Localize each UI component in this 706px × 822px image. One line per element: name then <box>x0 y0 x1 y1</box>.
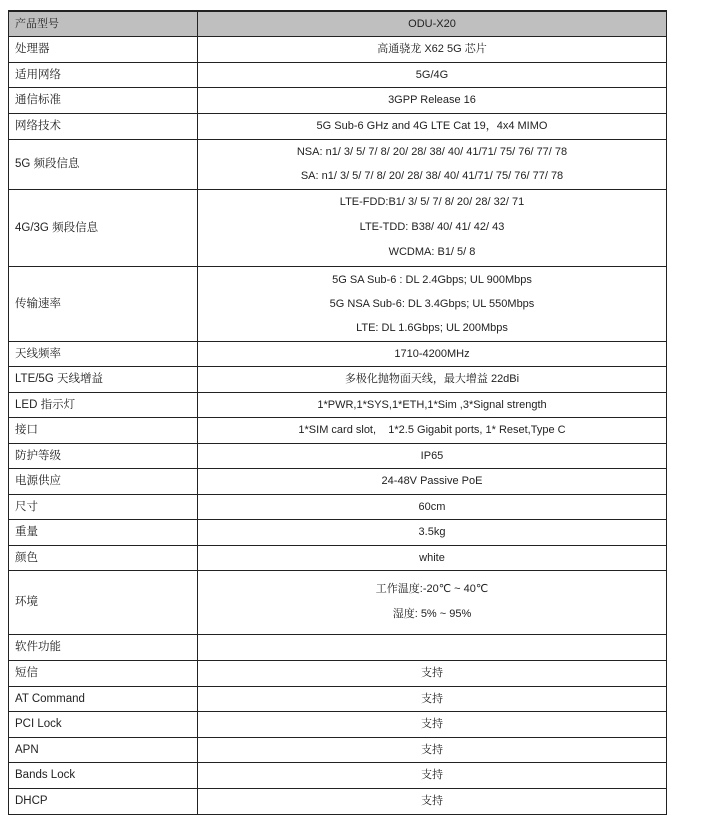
row-label: 通信标准 <box>9 87 198 113</box>
table-row <box>9 686 667 711</box>
row-label: 电源供应 <box>9 468 198 494</box>
value-line: 多极化抛物面天线，最大增益 22dBi <box>344 373 520 385</box>
table-row <box>9 762 667 788</box>
value-line: 5G Sub-6 GHz and 4G LTE Cat 19，4x4 MIMO <box>316 120 548 132</box>
row-value <box>198 443 667 468</box>
value-line: IP65 <box>420 449 444 462</box>
value-line: 支持 <box>421 692 443 705</box>
row-label: 环境 <box>9 570 198 634</box>
row-value <box>198 113 667 139</box>
table-row <box>9 113 667 139</box>
row-value <box>198 494 667 519</box>
row-label: 传输速率 <box>9 266 198 341</box>
row-value <box>198 737 667 762</box>
table-row <box>9 62 667 87</box>
value-line: 支持 <box>421 718 443 730</box>
row-value <box>198 519 667 545</box>
table-row <box>9 417 667 443</box>
value-line: 支持 <box>421 795 443 807</box>
table-row <box>9 519 667 545</box>
header-value: ODU-X20 <box>198 11 667 36</box>
value-line: LTE-TDD: B38/ 40/ 41/ 42/ 43 <box>359 221 505 233</box>
row-label: 颜色 <box>9 545 198 570</box>
value-line: 湿度: 5% ~ 95% <box>392 608 472 620</box>
row-value <box>198 266 667 341</box>
row-label: 处理器 <box>9 36 198 62</box>
row-value <box>198 341 667 366</box>
row-value <box>198 36 667 62</box>
row-value <box>198 392 667 417</box>
row-value <box>198 660 667 686</box>
row-label: 防护等级 <box>9 443 198 468</box>
value-line: 支持 <box>421 743 443 756</box>
table-row <box>9 545 667 570</box>
row-label: LED 指示灯 <box>9 392 198 417</box>
spec-table <box>8 10 667 815</box>
row-label: LTE/5G 天线增益 <box>9 366 198 392</box>
value-line: 5G/4G <box>415 68 449 81</box>
table-row <box>9 36 667 62</box>
row-value <box>198 711 667 737</box>
table-row <box>9 711 667 737</box>
row-label: 重量 <box>9 519 198 545</box>
value-line: 支持 <box>421 667 443 679</box>
row-label: 尺寸 <box>9 494 198 519</box>
table-row <box>9 660 667 686</box>
value-line: 60cm <box>418 500 446 513</box>
row-value <box>198 545 667 570</box>
table-row <box>9 570 667 634</box>
row-label: AT Command <box>9 686 198 711</box>
value-line: LTE: DL 1.6Gbps; UL 200Mbps <box>356 321 508 334</box>
row-label: 软件功能 <box>9 634 198 660</box>
row-value <box>198 87 667 113</box>
table-row <box>9 634 667 660</box>
row-label: 网络技术 <box>9 113 198 139</box>
table-row <box>9 494 667 519</box>
row-value <box>198 634 667 660</box>
header-label: 产品型号 <box>9 11 198 36</box>
table-header-row <box>9 11 667 36</box>
value-line: 支持 <box>421 769 443 781</box>
row-value <box>198 686 667 711</box>
value-line: WCDMA: B1/ 5/ 8 <box>388 246 476 258</box>
table-row <box>9 788 667 814</box>
row-label: APN <box>9 737 198 762</box>
value-line: LTE-FDD:B1/ 3/ 5/ 7/ 8/ 20/ 28/ 32/ 71 <box>339 196 525 208</box>
value-line: 1710-4200MHz <box>394 347 470 360</box>
row-label: 短信 <box>9 660 198 686</box>
table-row <box>9 266 667 341</box>
row-value <box>198 468 667 494</box>
value-line: 高通骁龙 X62 5G 芯片 <box>377 43 487 55</box>
value-line: 24-48V Passive PoE <box>381 475 483 487</box>
value-line: 3GPP Release 16 <box>388 94 476 106</box>
row-label: DHCP <box>9 788 198 814</box>
table-row <box>9 87 667 113</box>
row-value <box>198 417 667 443</box>
table-row <box>9 366 667 392</box>
value-line: white <box>419 551 445 564</box>
value-line: 1*PWR,1*SYS,1*ETH,1*Sim ,3*Signal strength <box>317 398 547 411</box>
row-value <box>198 139 667 189</box>
row-value <box>198 762 667 788</box>
value-line: 1*SIM card slot, 1*2.5 Gigabit ports, 1* Reset,Type C <box>298 424 566 436</box>
table-row <box>9 443 667 468</box>
row-label: 天线频率 <box>9 341 198 366</box>
value-line: 5G NSA Sub-6: DL 3.4Gbps; UL 550Mbps <box>329 297 535 310</box>
row-label: 5G 频段信息 <box>9 139 198 189</box>
table-row <box>9 341 667 366</box>
value-line: 5G SA Sub-6 : DL 2.4Gbps; UL 900Mbps <box>332 273 532 286</box>
row-value <box>198 62 667 87</box>
row-label: 接口 <box>9 417 198 443</box>
value-line: NSA: n1/ 3/ 5/ 7/ 8/ 20/ 28/ 38/ 40/ 41/71/ 75/ 76/ 77/ 78 <box>296 146 568 158</box>
value-line: 工作温度:-20℃ ~ 40℃ <box>375 583 489 595</box>
table-row <box>9 468 667 494</box>
value-line: 3.5kg <box>418 526 446 538</box>
row-value <box>198 366 667 392</box>
row-label: 4G/3G 频段信息 <box>9 189 198 266</box>
row-label: Bands Lock <box>9 762 198 788</box>
table-row <box>9 737 667 762</box>
table-row <box>9 189 667 266</box>
row-label: PCI Lock <box>9 711 198 737</box>
value-line: SA: n1/ 3/ 5/ 7/ 8/ 20/ 28/ 38/ 40/ 41/71/ 75/ 76/ 77/ 78 <box>300 170 564 182</box>
table-row <box>9 139 667 189</box>
row-label: 适用网络 <box>9 62 198 87</box>
row-value <box>198 189 667 266</box>
row-value <box>198 570 667 634</box>
row-value <box>198 788 667 814</box>
table-row <box>9 392 667 417</box>
